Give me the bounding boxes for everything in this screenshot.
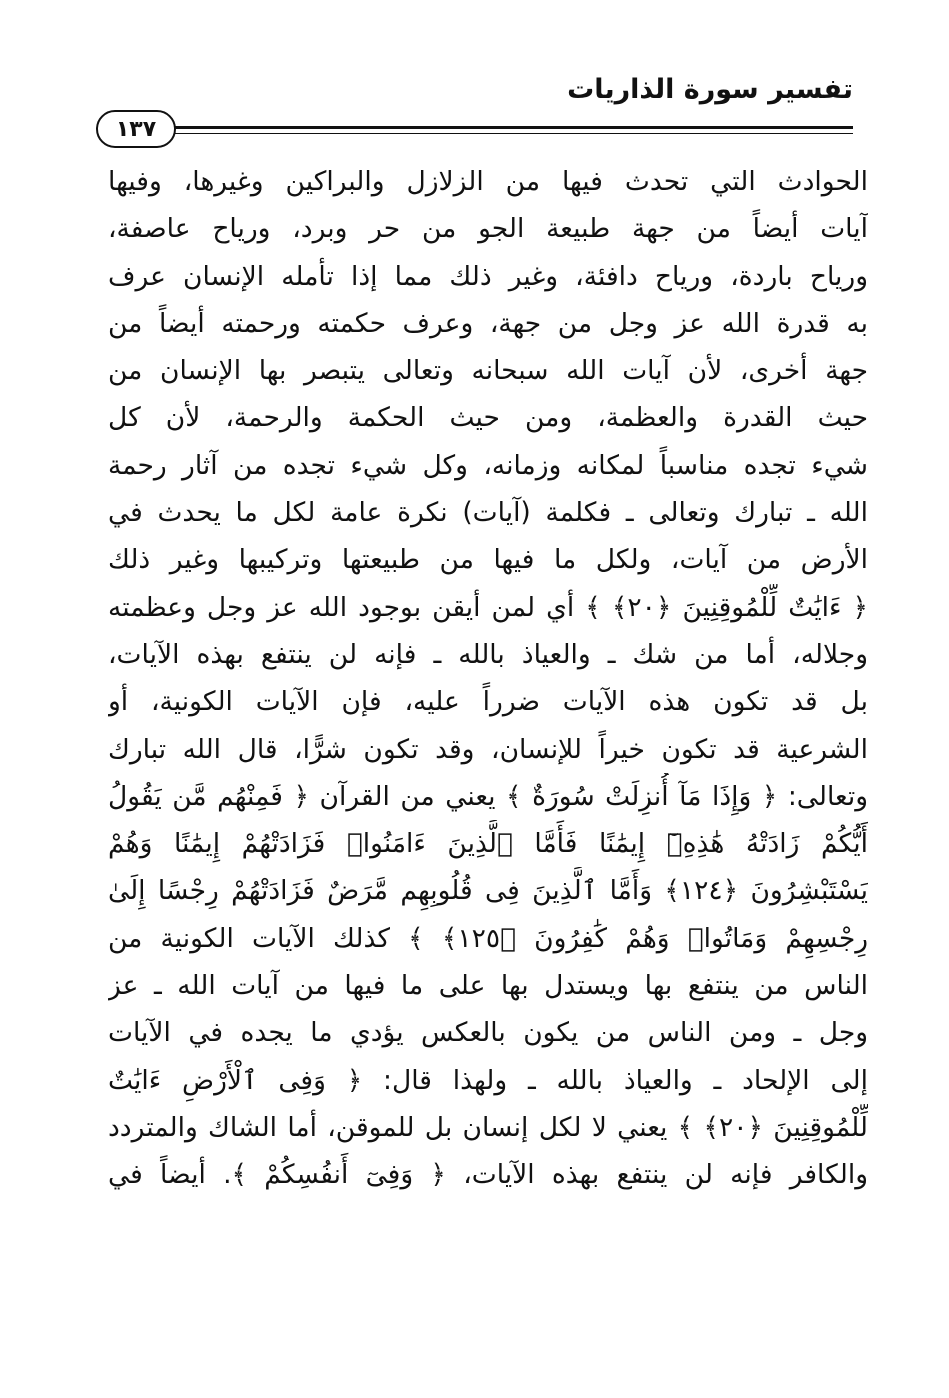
text-line: حيث القدرة والعظمة، ومن حيث الحكمة والرحمة، لأن كل <box>108 402 868 434</box>
text-line: به قدرة الله عز وجل من جهة، وعرف حكمته ورحمته أيضاً من <box>108 307 868 339</box>
text-line: الناس من ينتفع بها ويستدل بها على ما فيها من آيات الله ـ عز <box>108 970 868 1002</box>
text-line: ورياح باردة، ورياح دافئة، وغير ذلك مما إذا تأمله الإنسان عرف <box>108 260 868 292</box>
text-line: الحوادث التي تحدث فيها من الزلازل والبراكين وغيرها، وفيها <box>108 166 868 197</box>
text-line: ﴿ ءَايَٰتٌ لِّلْمُوقِنِينَ ﴿٢٠﴾ ﴾ أي لمن أيقن بوجود الله عز وجل وعظمته <box>108 591 868 623</box>
header-rule-thin <box>175 133 853 134</box>
text-line: أَيُّكُمْ زَادَتْهُ هَٰذِهِۦٓ إِيمَٰنًا فَأَمَّا ٱلَّذِينَ ءَامَنُوا۟ فَزَادَتْهُمْ إِيمَٰنًا وَهُمْ <box>108 828 868 860</box>
text-line: إلى الإلحاد ـ والعياذ بالله ـ ولهذا قال: ﴿ وَفِى ٱلْأَرْضِ ءَايَٰتٌ <box>108 1064 868 1096</box>
text-line: يَسْتَبْشِرُونَ ﴿١٢٤﴾ وَأَمَّا ٱلَّذِينَ فِى قُلُوبِهِم مَّرَضٌ فَزَادَتْهُمْ رِجْسًا إِلَىٰ <box>108 875 868 907</box>
text-line: لِّلْمُوقِنِينَ ﴿٢٠﴾ ﴾ يعني لا لكل إنسان بل للموقن، أما الشاك والمتردد <box>108 1111 868 1143</box>
page-number-badge: ١٣٧ <box>96 110 176 148</box>
text-line: بل قد تكون هذه الآيات ضرراً عليه، فإن الآيات الكونية، أو <box>108 686 868 718</box>
text-line: آيات أيضاً من جهة طبيعة الجو من حر وبرد، ورياح عاصفة، <box>108 213 868 245</box>
text-line: وتعالى: ﴿ وَإِذَا مَآ أُنزِلَتْ سُورَةٌ ﴾ يعني من القرآن ﴿ فَمِنْهُم مَّن يَقُولُ <box>108 780 868 812</box>
text-line: وجل ـ ومن الناس من يكون بالعكس يؤدي ما يجده في الآيات <box>108 1017 868 1049</box>
text-line: شيء تجده مناسباً لمكانه وزمانه، وكل شيء تجده من آثار رحمة <box>108 449 868 481</box>
text-line: الله ـ تبارك وتعالى ـ فكلمة (آيات) نكرة عامة لكل ما يحدث في <box>108 497 868 529</box>
text-line: الأرض من آيات، ولكل ما فيها من طبيعتها وتركيبها وغير ذلك <box>108 544 868 576</box>
text-line: والكافر فإنه لن ينتفع بهذه الآيات، ﴿ وَفِىٓ أَنفُسِكُمْ ﴾. أيضاً في <box>108 1159 868 1191</box>
text-line: رِجْسِهِمْ وَمَاتُوا۟ وَهُمْ كَٰفِرُونَ ﴿١٢٥﴾ ﴾ كذلك الآيات الكونية من <box>108 922 868 954</box>
header-rule-thick <box>175 126 853 129</box>
running-title: تفسير سورة الذاريات <box>567 74 853 105</box>
text-line: الشرعية قد تكون خيراً للإنسان، وقد تكون شرًّا، قال الله تبارك <box>108 733 868 765</box>
text-line: وجلاله، أما من شك ـ والعياذ بالله ـ فإنه لن ينتفع بهذه الآيات، <box>108 638 868 670</box>
text-line: جهة أخرى، لأن آيات الله سبحانه وتعالى يتبصر بها الإنسان من <box>108 355 868 387</box>
body-text <box>108 158 868 1199</box>
